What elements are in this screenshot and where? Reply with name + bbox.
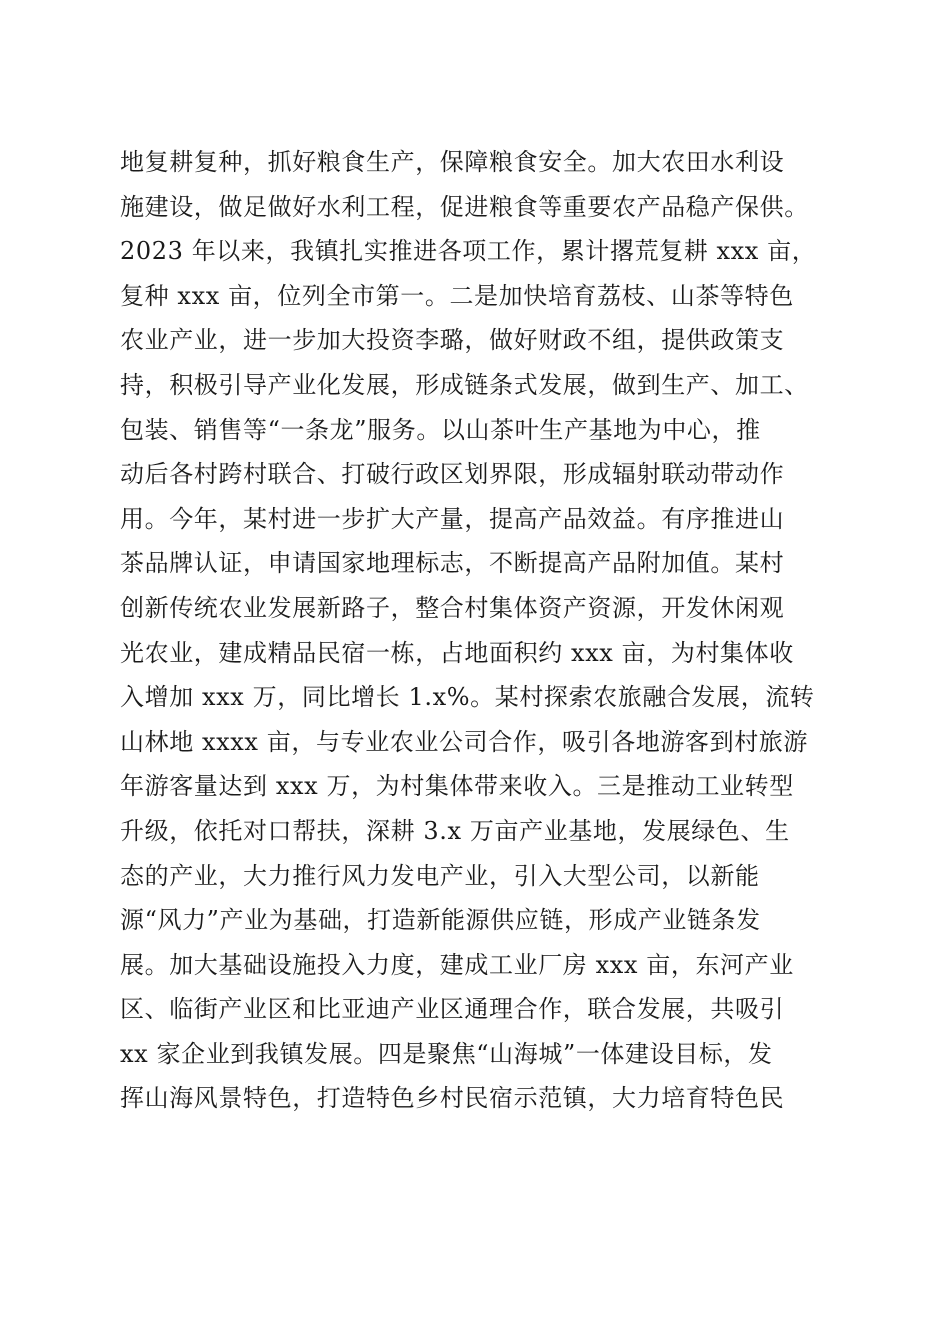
text-line: 年游客量达到 xxx 万，为村集体带来收入。三是推动工业转型	[120, 772, 794, 801]
text-line: 茶品牌认证，申请国家地理标志，不断提高产品附加值。某村	[120, 549, 785, 578]
text-line: 态的产业，大力推行风力发电产业，引入大型公司，以新能	[120, 861, 760, 890]
text-line: 光农业，建成精品民宿一栋，占地面积约 xxx 亩，为村集体收	[120, 638, 794, 667]
text-line: 施建设，做足做好水利工程，促进粮食等重要农产品稳产保供。	[120, 192, 809, 221]
text-line: 农业产业，进一步加大投资李璐，做好财政不组，提供政策支	[120, 326, 785, 355]
text-line: 包装、销售等“一条龙”服务。以山茶叶生产基地为中心，推	[120, 415, 761, 444]
text-line: 创新传统农业发展新路子，整合村集体资产资源，开发休闲观	[120, 593, 785, 622]
text-line: 升级，依托对口帮扶，深耕 3.x 万亩产业基地，发展绿色、生	[120, 816, 790, 845]
text-line: 动后各村跨村联合、打破行政区划界限，形成辐射联动带动作	[120, 460, 785, 489]
text-line: xx 家企业到我镇发展。四是聚焦“山海城”一体建设目标，发	[120, 1039, 773, 1068]
text-line: 复种 xxx 亩，位列全市第一。二是加快培育荔枝、山茶等特色	[120, 281, 794, 310]
text-line: 持，积极引导产业化发展，形成链条式发展，做到生产、加工、	[120, 370, 809, 399]
text-line: 挥山海风景特色，打造特色乡村民宿示范镇，大力培育特色民	[120, 1084, 785, 1113]
text-line: 地复耕复种，抓好粮食生产，保障粮食安全。加大农田水利设	[120, 148, 785, 176]
text-line: 展。加大基础设施投入力度，建成工业厂房 xxx 亩，东河产业	[120, 950, 794, 979]
text-line: 入增加 xxx 万，同比增长 1.x%。某村探索农旅融合发展，流转	[120, 683, 815, 712]
text-line: 区、临街产业区和比亚迪产业区通理合作，联合发展，共吸引	[120, 995, 785, 1024]
text-line: 山林地 xxxx 亩，与专业农业公司合作，吸引各地游客到村旅游	[120, 727, 808, 756]
body-text	[120, 140, 840, 1121]
text-line: 源“风力”产业为基础，打造新能源供应链，形成产业链条发	[120, 906, 761, 935]
text-line: 2023 年以来，我镇扎实推进各项工作，累计撂荒复耕 xxx 亩，	[120, 237, 817, 266]
text-line: 用。今年，某村进一步扩大产量，提高产品效益。有序推进山	[120, 504, 785, 533]
